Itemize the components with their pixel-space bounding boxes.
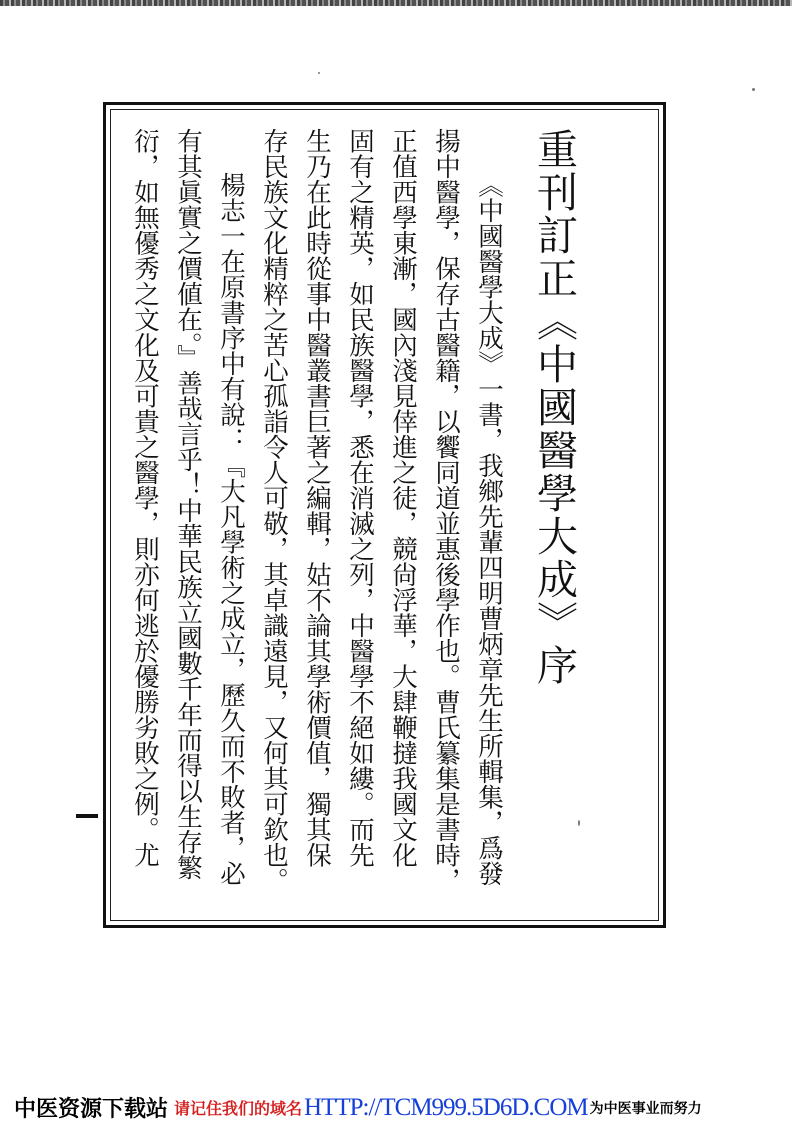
text-column-8: 有其眞實之價値在。』善哉言乎！中華民族立國數千年而得以生存繁 [173,128,203,881]
footer-url-link[interactable]: HTTP://TCM999.5D6D.COM [304,1093,588,1121]
text-column-5: 生乃在此時從事中醫叢書巨著之編輯，姑不論其學術價值，獨其保 [302,128,332,868]
preface-title: 重刊訂正《中國醫學大成》序 [530,128,578,687]
text-column-7: 楊志一在原書序中有說：『大凡學術之成立，歷久而不敗者，必 [216,172,246,886]
text-column-3: 正值西學東漸，國內淺見倖進之徒，競尙浮華，大肆鞭撻我國文化 [388,128,418,868]
text-column-2: 揚中醫學，保存古醫籍，以饗同道並惠後學作也。曹氏纂集是書時， [431,128,461,893]
text-column-9: 衍，如無優秀之文化及可貴之醫學，則亦何逃於優勝劣敗之例。尤 [130,128,160,868]
scan-speck [318,72,320,74]
footer-site-name: 中医资源下载站 [14,1097,169,1122]
footer-reminder: 请记住我们的域名 [174,1099,303,1118]
margin-mark [76,814,98,818]
scan-speck [752,88,755,91]
preface-body [126,128,510,918]
footer-slogan: 为中医事业而努力 [589,1100,702,1117]
scan-edge-noise [0,0,792,6]
text-column-4: 固有之精英，如民族醫學，悉在消滅之列，中醫學不絕如縷。而先 [345,128,375,868]
scan-speck [578,820,580,826]
text-column-6: 存民族文化精粹之苦心孤詣令人可敬，其卓識遠見，又何其可欽也。 [259,128,289,893]
text-column-1: 《中國醫學大成》一書，我鄉先輩四明曹炳章先生所輯集，爲發 [474,172,504,886]
footer-banner [14,1092,702,1124]
